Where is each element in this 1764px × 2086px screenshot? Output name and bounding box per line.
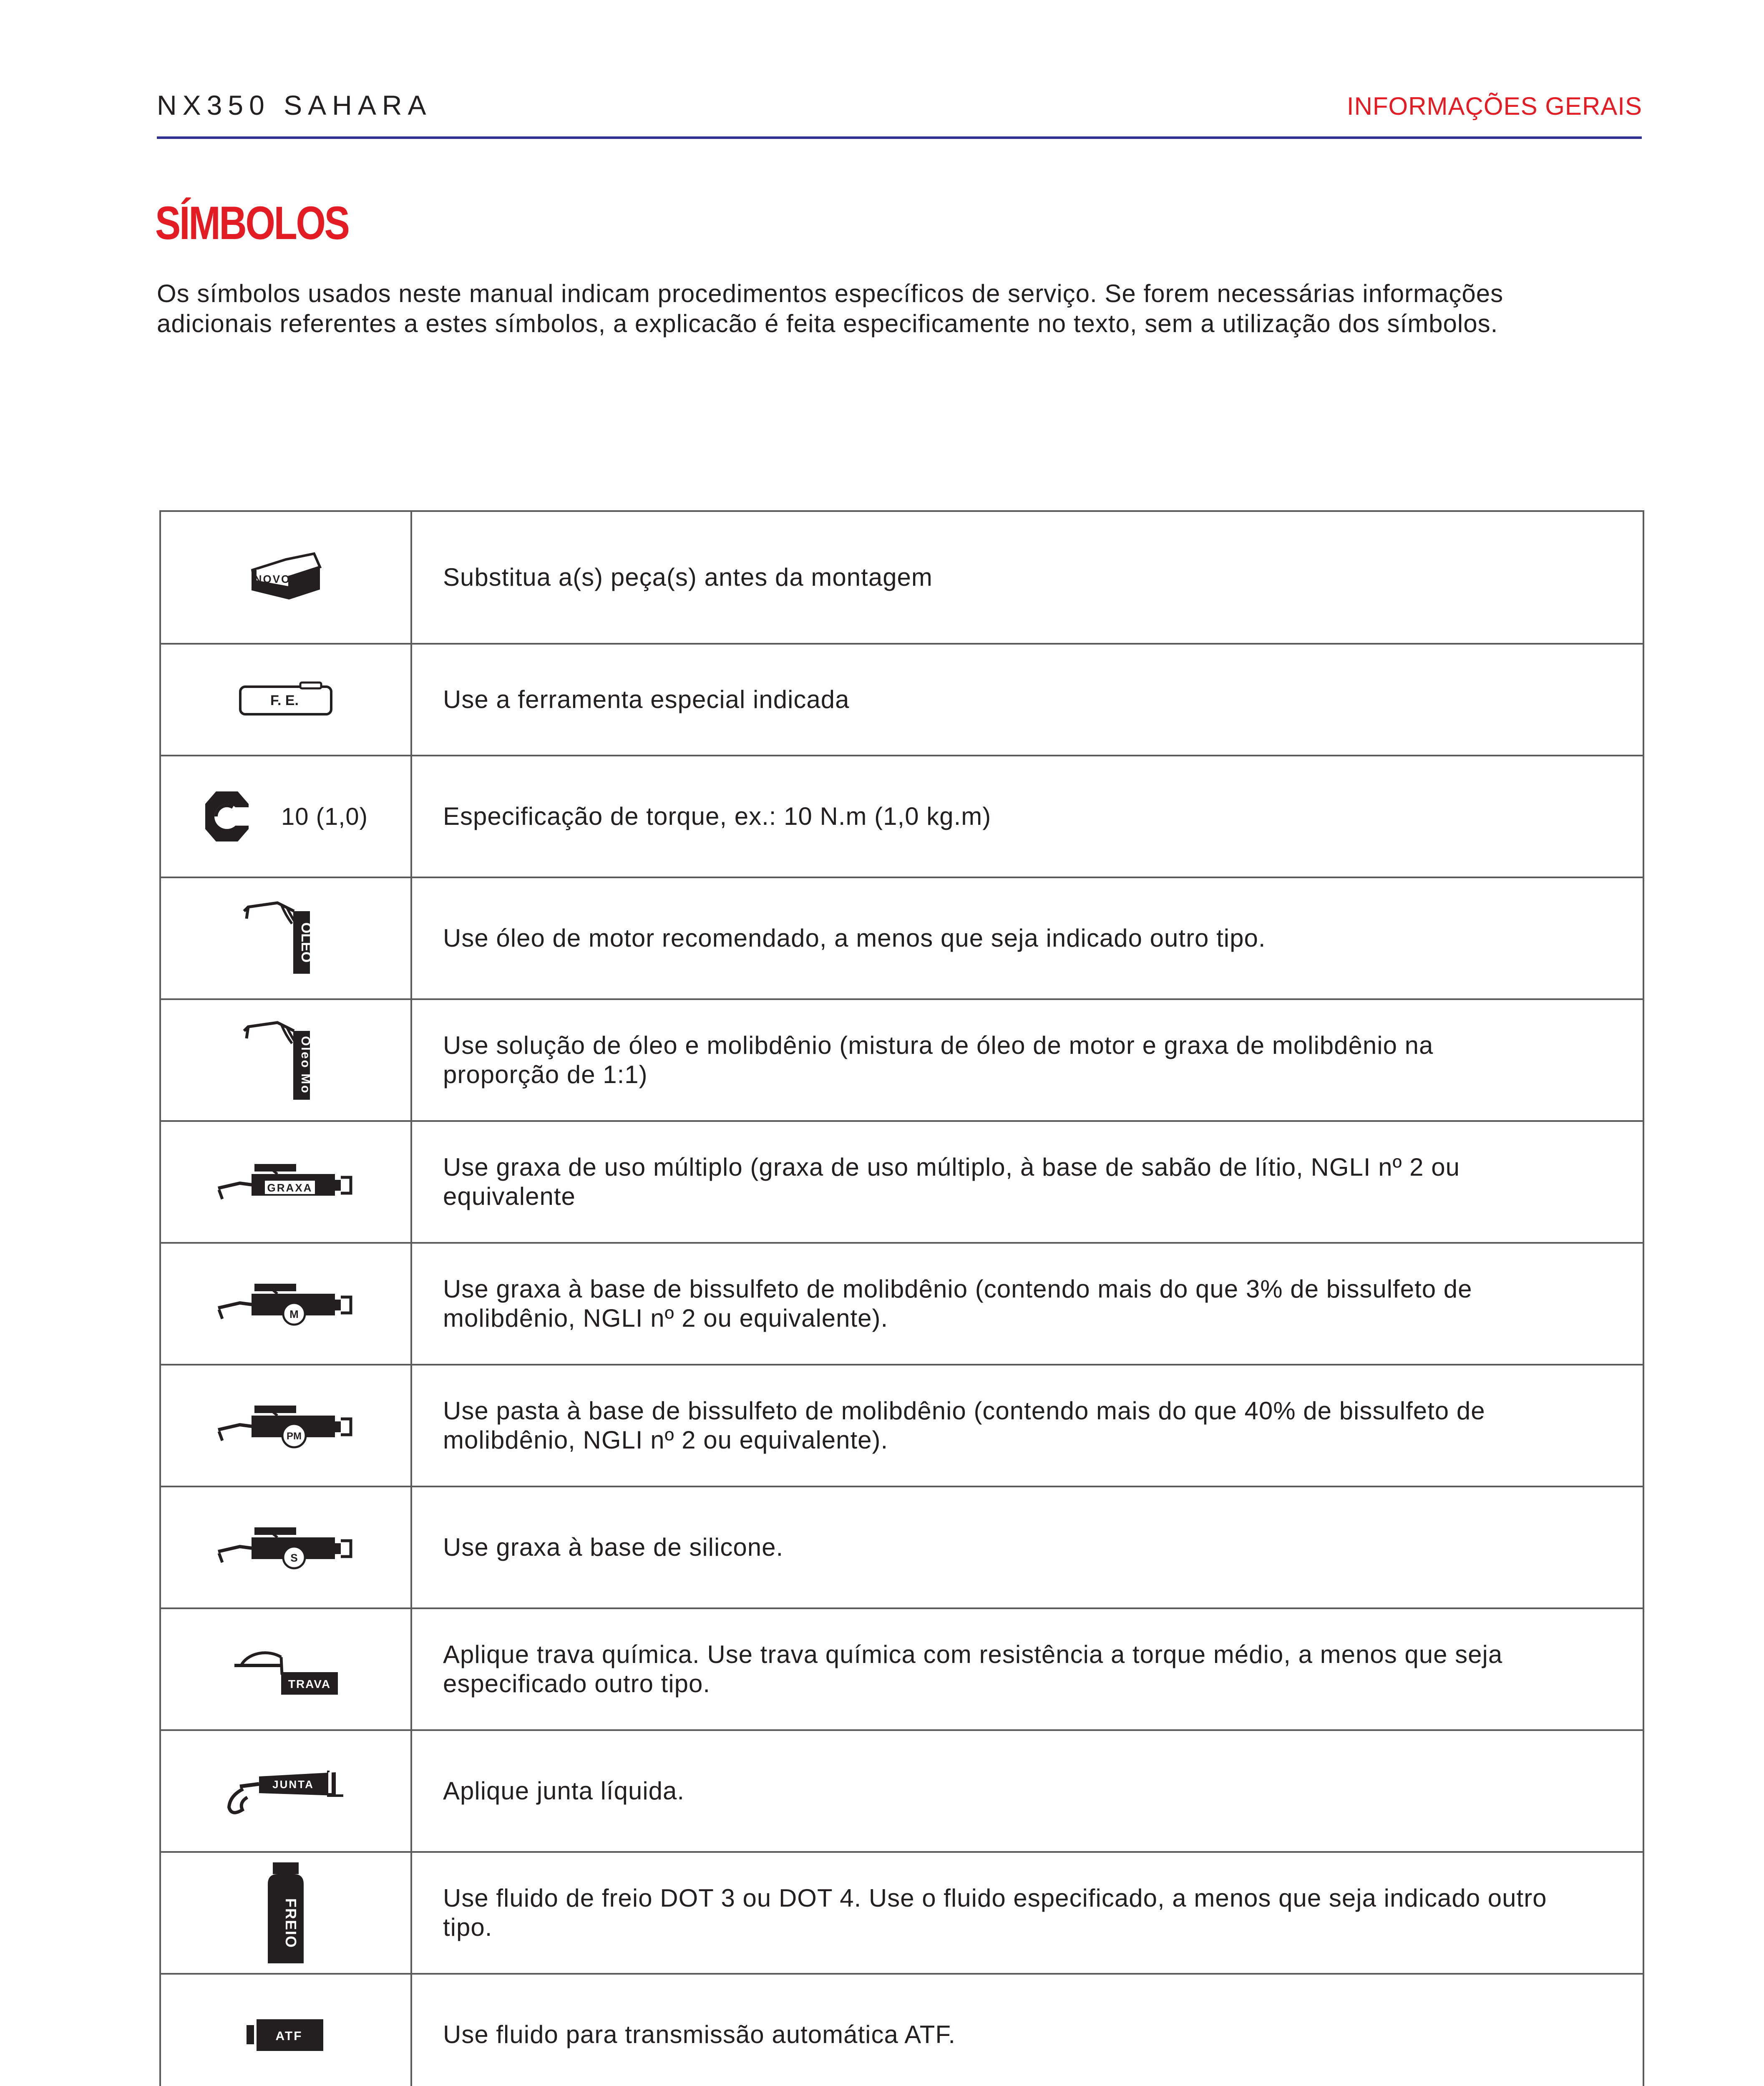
- table-row: [160, 1730, 1643, 1852]
- torque-wrench-icon: [204, 787, 258, 846]
- description-line: Aplique trava química. Use trava química com resistência a torque médio, a menos que seja: [443, 1640, 1503, 1668]
- novo-label: NOVO: [254, 573, 291, 585]
- description-line: molibdênio, NGLI nº 2 ou equivalente).: [443, 1304, 888, 1332]
- description-line: Use pasta à base de bissulfeto de molibdênio (contendo mais do que 40% de bissulfeto de: [443, 1397, 1485, 1425]
- table-row: [160, 1852, 1643, 1974]
- graxa-label: GRAXA: [267, 1182, 313, 1194]
- atf-label: ATF: [275, 2029, 303, 2043]
- description-line: equivalente: [443, 1182, 576, 1210]
- brake-fluid-bottle-icon: [263, 1861, 309, 1965]
- description-line: proporção de 1:1): [443, 1061, 648, 1088]
- table-row: [160, 877, 1643, 999]
- table-row: [160, 511, 1643, 644]
- table-row: [160, 1121, 1643, 1243]
- symbol-description: [411, 644, 1643, 756]
- table-row: [160, 1486, 1643, 1608]
- special-tool-icon: [238, 681, 334, 718]
- junta-label: JUNTA: [272, 1778, 314, 1791]
- moly-grease-gun-icon: [215, 1279, 357, 1329]
- description-line: Substitua a(s) peça(s) antes da montagem: [443, 563, 933, 591]
- description-line: Use solução de óleo e molibdênio (mistura de óleo de motor e graxa de molibdênio na: [443, 1031, 1434, 1059]
- description-line: Use graxa à base de silicone.: [443, 1533, 784, 1561]
- symbol-description: [411, 1121, 1643, 1243]
- table-row: [160, 1608, 1643, 1730]
- symbol-description: [411, 877, 1643, 999]
- description-line: Especificação de torque, ex.: 10 N.m (1,0 kg.m): [443, 802, 991, 830]
- icon-cell: [160, 511, 411, 644]
- icon-cell: [160, 999, 411, 1121]
- symbol-description: [411, 1486, 1643, 1608]
- trava-label: TRAVA: [288, 1678, 331, 1690]
- grease-gun-icon: [215, 1159, 357, 1205]
- atf-container-icon: [244, 2016, 327, 2053]
- icon-cell: [160, 1243, 411, 1365]
- table-row: [160, 1243, 1643, 1365]
- symbol-description: [411, 1608, 1643, 1730]
- symbol-description: [411, 1243, 1643, 1365]
- silicone-grease-gun-icon: [215, 1522, 357, 1572]
- page-title: SÍMBOLOS: [155, 197, 349, 249]
- symbol-description: [411, 1974, 1643, 2086]
- intro-line: adicionais referentes a estes símbolos, a explicacão é feita especificamente no texto, sem a utilização dos símbolos.: [157, 310, 1498, 338]
- symbol-description: [411, 511, 1643, 644]
- s-label: S: [290, 1552, 298, 1564]
- description-line: tipo.: [443, 1913, 493, 1941]
- table-row: [160, 644, 1643, 756]
- freio-label: FREIO: [282, 1898, 299, 1949]
- section-name: INFORMAÇÕES GERAIS: [1346, 92, 1642, 120]
- icon-cell: [160, 877, 411, 999]
- liquid-gasket-tube-icon: [223, 1764, 348, 1818]
- description-line: Aplique junta líquida.: [443, 1777, 685, 1805]
- oleo-mo-label: Óleo Mo: [299, 1036, 312, 1094]
- icon-cell: [160, 1852, 411, 1974]
- icon-cell: [160, 1486, 411, 1608]
- table-row: [160, 999, 1643, 1121]
- moly-paste-gun-icon: [215, 1401, 357, 1451]
- symbol-description: [411, 999, 1643, 1121]
- description-line: Use fluido de freio DOT 3 ou DOT 4. Use o fluido especificado, a menos que seja indicado outro: [443, 1884, 1547, 1912]
- intro-paragraph: [157, 279, 1625, 339]
- description-line: Use graxa de uso múltiplo (graxa de uso múltiplo, à base de sabão de lítio, NGLI nº 2 ou: [443, 1153, 1460, 1181]
- table-row: [160, 756, 1643, 877]
- symbol-description: [411, 1852, 1643, 1974]
- icon-cell: [160, 1121, 411, 1243]
- icon-cell: [160, 1974, 411, 2086]
- table-row: [160, 1974, 1643, 2086]
- symbol-description: [411, 756, 1643, 877]
- pm-label: PM: [287, 1431, 302, 1442]
- moly-oil-can-icon: [240, 1018, 332, 1102]
- symbols-table: [159, 510, 1644, 2086]
- fe-label: F. E.: [270, 693, 299, 708]
- description-line: Use óleo de motor recomendado, a menos que seja indicado outro tipo.: [443, 924, 1266, 952]
- icon-cell: [160, 1730, 411, 1852]
- oil-can-icon: [240, 899, 332, 978]
- description-line: Use graxa à base de bissulfeto de molibdênio (contendo mais do que 3% de bissulfeto de: [443, 1275, 1472, 1303]
- m-label: M: [289, 1308, 299, 1320]
- header-divider: [157, 136, 1642, 139]
- icon-cell: [160, 1365, 411, 1486]
- description-line: Use fluido para transmissão automática ATF.: [443, 2020, 956, 2048]
- description-line: especificado outro tipo.: [443, 1670, 711, 1698]
- intro-line: Os símbolos usados neste manual indicam procedimentos específicos de serviço. Se forem necessárias informações: [157, 280, 1504, 307]
- oleo-label: ÓLEO: [298, 922, 314, 963]
- icon-cell: [160, 644, 411, 756]
- torque-value: 10 (1,0): [281, 803, 368, 830]
- table-row: [160, 1365, 1643, 1486]
- symbol-description: [411, 1730, 1643, 1852]
- new-part-box-icon: [248, 550, 323, 605]
- manual-model-title: NX350 SAHARA: [157, 90, 432, 121]
- icon-cell: [160, 1608, 411, 1730]
- description-line: molibdênio, NGLI nº 2 ou equivalente).: [443, 1426, 888, 1454]
- thread-lock-icon: [229, 1642, 342, 1696]
- symbol-description: [411, 1365, 1643, 1486]
- icon-cell: [160, 756, 411, 877]
- description-line: Use a ferramenta especial indicada: [443, 685, 850, 713]
